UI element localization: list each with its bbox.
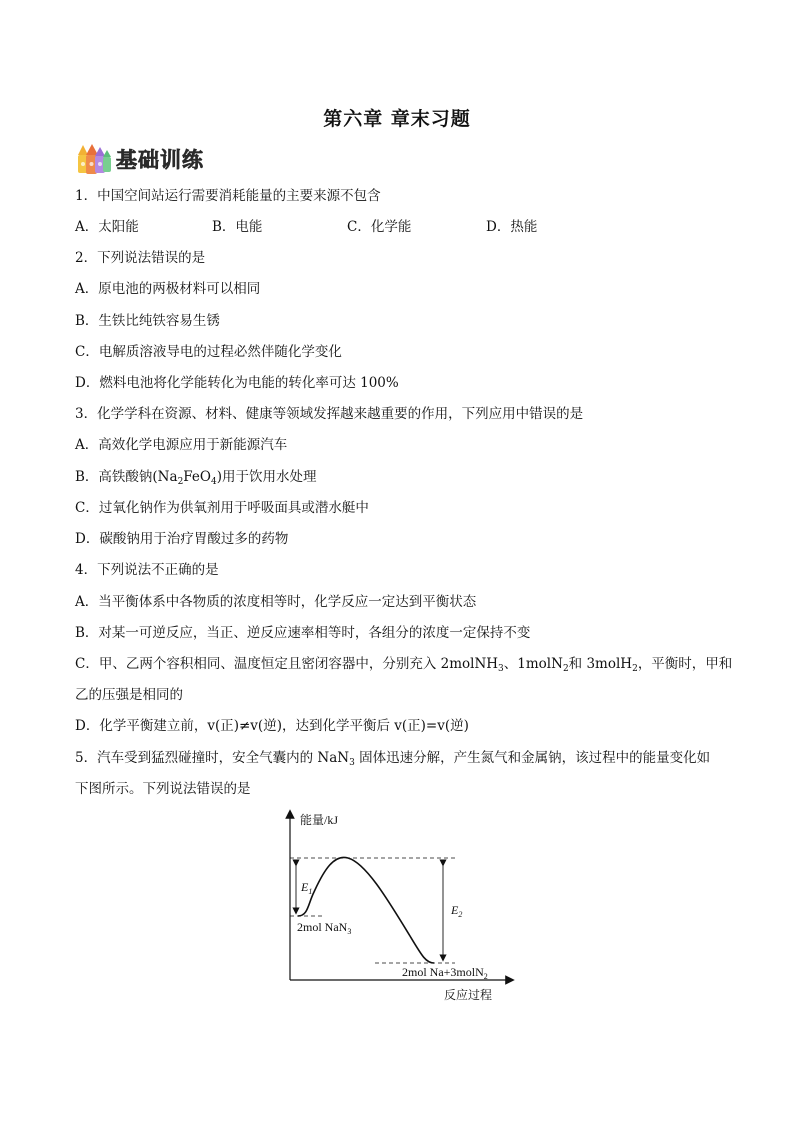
q3-option-a: A．高效化学电源应用于新能源汽车 bbox=[75, 437, 288, 453]
q1-stem: 1．中国空间站运行需要消耗能量的主要来源不包含 bbox=[75, 188, 381, 204]
product-label: 2mol Na+3molN$_2$ bbox=[402, 965, 488, 981]
y-axis-label: 能量/kJ bbox=[300, 813, 339, 827]
e2-label: $E_2$ bbox=[451, 903, 463, 919]
q1-option-b: B．电能 bbox=[212, 219, 263, 235]
q1-option-d: D．热能 bbox=[486, 219, 538, 235]
q2-option-c: C．电解质溶液导电的过程必然伴随化学变化 bbox=[75, 344, 342, 360]
q2-option-b: B．生铁比纯铁容易生锈 bbox=[75, 313, 220, 329]
q1-option-a: A．太阳能 bbox=[75, 219, 139, 235]
q4-option-d: D．化学平衡建立前，v(正)≠v(逆)，达到化学平衡后 v(正)=v(逆) bbox=[75, 718, 469, 734]
page-title: 第六章 章末习题 bbox=[323, 108, 471, 130]
q4-stem: 4．下列说法不正确的是 bbox=[75, 562, 219, 578]
q3-option-c: C．过氧化钠作为供氧剂用于呼吸面具或潜水艇中 bbox=[75, 500, 369, 516]
x-axis-label: 反应过程 bbox=[444, 988, 493, 1002]
q5-stem-continued: 下图所示。下列说法错误的是 bbox=[75, 781, 251, 797]
q4-option-c-continued: 乙的压强是相同的 bbox=[75, 687, 183, 703]
q1-option-c: C．化学能 bbox=[347, 219, 412, 235]
e1-label: $E_1$ bbox=[301, 880, 313, 896]
q3-stem: 3．化学学科在资源、材料、健康等领域发挥越来越重要的作用，下列应用中错误的是 bbox=[75, 406, 584, 422]
q2-option-d: D．燃料电池将化学能转化为电能的转化率可达 100% bbox=[75, 375, 399, 391]
crayons-icon bbox=[74, 143, 112, 175]
q4-option-a: A．当平衡体系中各物质的浓度相等时，化学反应一定达到平衡状态 bbox=[75, 594, 477, 610]
q4-option-b: B．对某一可逆反应，当正、逆反应速率相等时，各组分的浓度一定保持不变 bbox=[75, 625, 531, 641]
q3-option-d: D．碳酸钠用于治疗胃酸过多的药物 bbox=[75, 531, 289, 547]
q1-options bbox=[75, 217, 715, 237]
banner-label: 基础训练 bbox=[116, 148, 204, 172]
q2-stem: 2．下列说法错误的是 bbox=[75, 250, 206, 266]
section-banner bbox=[74, 142, 244, 176]
q3-option-b: B．高铁酸钠$(Na_2FeO_4)$用于饮用水处理 bbox=[75, 469, 317, 487]
energy-curve bbox=[298, 857, 434, 963]
q2-option-a: A．原电池的两极材料可以相同 bbox=[75, 281, 261, 297]
q5-stem: 5．汽车受到猛烈碰撞时，安全气囊内的 NaN$_3$ 固体迅速分解，产生氮气和金属钠，该过程中的能量变化如 bbox=[75, 750, 711, 768]
q4-option-c: C．甲、乙两个容积相同、温度恒定且密闭容器中，分别充入 2molNH$_3$、1molN$_2$和 3molH$_2$，平衡时，甲和 bbox=[75, 656, 733, 674]
energy-diagram bbox=[270, 806, 520, 1006]
reactant-label: 2mol NaN$_3$ bbox=[297, 920, 352, 936]
